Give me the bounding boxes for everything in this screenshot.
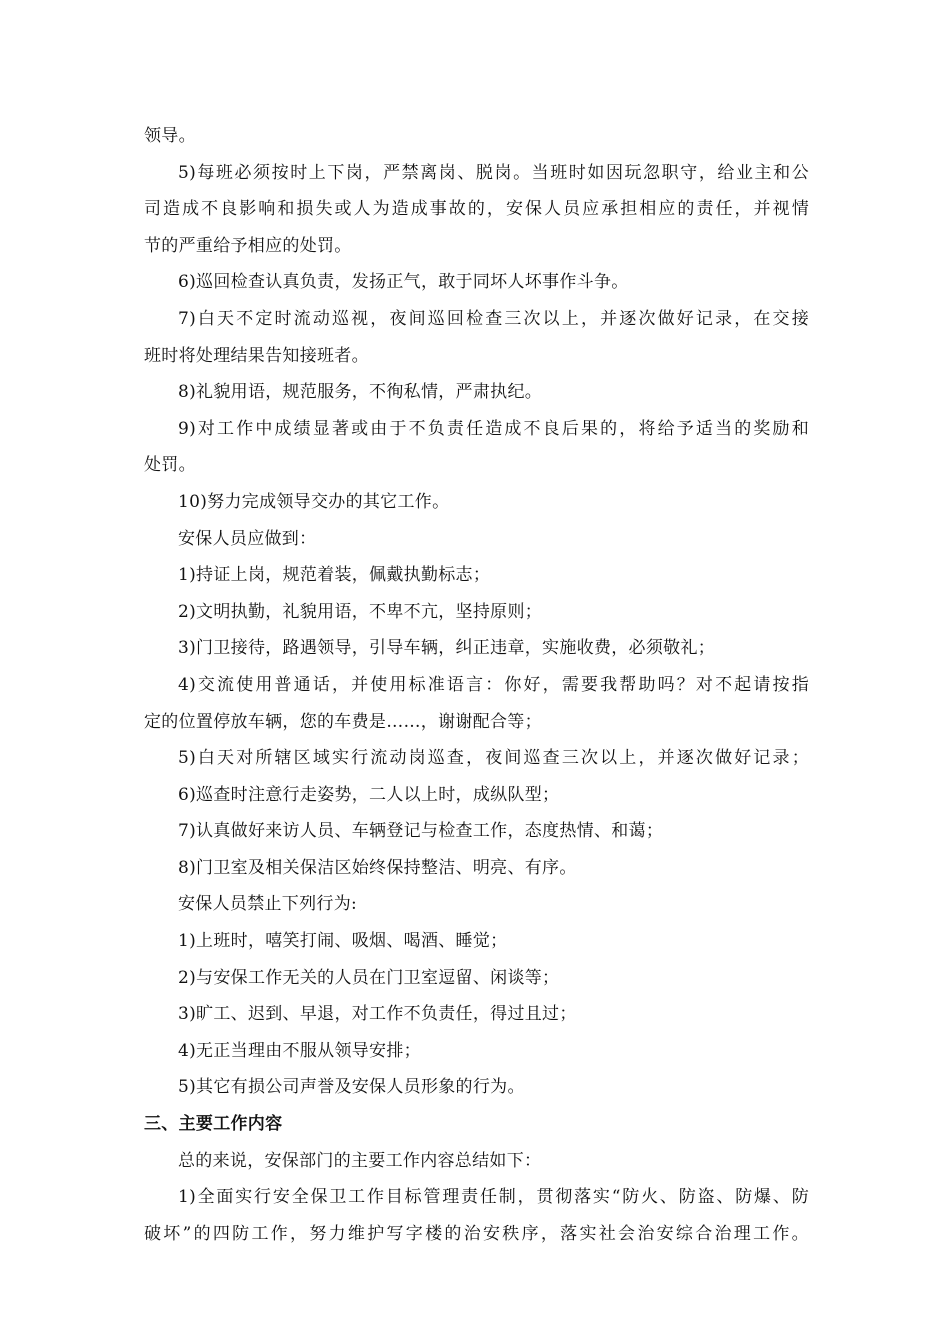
text-line: 破坏”的四防工作，努力维护写字楼的治安秩序，落实社会治安综合治理工作。 — [144, 1223, 809, 1244]
section-heading: 三、主要工作内容 — [144, 1114, 283, 1135]
text-line: 司造成不良影响和损失或人为造成事故的，安保人员应承担相应的责任，并视情 — [144, 199, 809, 220]
text-line: 1)全面实行安全保卫工作目标管理责任制，贯彻落实“防火、防盗、防爆、防 — [178, 1187, 809, 1208]
text-line: 5)每班必须按时上下岗，严禁离岗、脱岗。当班时如因玩忽职守，给业主和公 — [178, 162, 809, 183]
text-line: 2)文明执勤，礼貌用语，不卑不亢，坚持原则； — [178, 601, 543, 622]
text-line: 安保人员应做到： — [178, 528, 317, 549]
text-line: 7)认真做好来访人员、车辆登记与检查工作，态度热情、和蔼； — [178, 821, 664, 842]
text-line: 8)门卫室及相关保洁区始终保持整洁、明亮、有序。 — [178, 857, 577, 878]
text-line: 9)对工作中成绩显著或由于不负责任造成不良后果的，将给予适当的奖励和 — [178, 418, 809, 439]
text-line: 6)巡回检查认真负责，发扬正气，敢于同坏人坏事作斗争。 — [178, 272, 629, 293]
text-line: 1)上班时，嘻笑打闹、吸烟、喝酒、睡觉； — [178, 931, 508, 952]
text-line: 节的严重给予相应的处罚。 — [144, 235, 352, 256]
text-line: 3)门卫接待，路遇领导，引导车辆，纠正违章，实施收费，必须敬礼； — [178, 638, 716, 659]
text-line: 10)努力完成领导交办的其它工作。 — [178, 491, 450, 512]
text-line: 处罚。 — [144, 455, 196, 476]
text-line: 安保人员禁止下列行为: — [178, 894, 358, 915]
text-line: 8)礼貌用语，规范服务，不徇私情，严肃执纪。 — [178, 382, 543, 403]
text-line: 总的来说，安保部门的主要工作内容总结如下： — [178, 1150, 542, 1171]
text-line: 定的位置停放车辆，您的车费是……，谢谢配合等； — [144, 711, 542, 732]
text-line: 1)持证上岗，规范着装，佩戴执勤标志； — [178, 565, 491, 586]
text-line: 4)无正当理由不服从领导安排； — [178, 1040, 421, 1061]
text-line: 4)交流使用普通话，并使用标准语言：你好，需要我帮助吗？对不起请按指 — [178, 674, 809, 695]
text-line: 5)其它有损公司声誉及安保人员形象的行为。 — [178, 1077, 525, 1098]
text-line: 2)与安保工作无关的人员在门卫室逗留、闲谈等； — [178, 967, 560, 988]
text-line: 3)旷工、迟到、早退，对工作不负责任，得过且过； — [178, 1004, 577, 1025]
text-line: 7)白天不定时流动巡视，夜间巡回检查三次以上，并逐次做好记录，在交接 — [178, 308, 809, 329]
text-line: 领导。 — [144, 126, 196, 146]
text-line: 6)巡查时注意行走姿势，二人以上时，成纵队型； — [178, 784, 560, 805]
text-line: 班时将处理结果告知接班者。 — [144, 345, 369, 366]
text-line: 5)白天对所辖区域实行流动岗巡查，夜间巡查三次以上，并逐次做好记录； — [178, 748, 809, 769]
document-body — [144, 118, 809, 1252]
